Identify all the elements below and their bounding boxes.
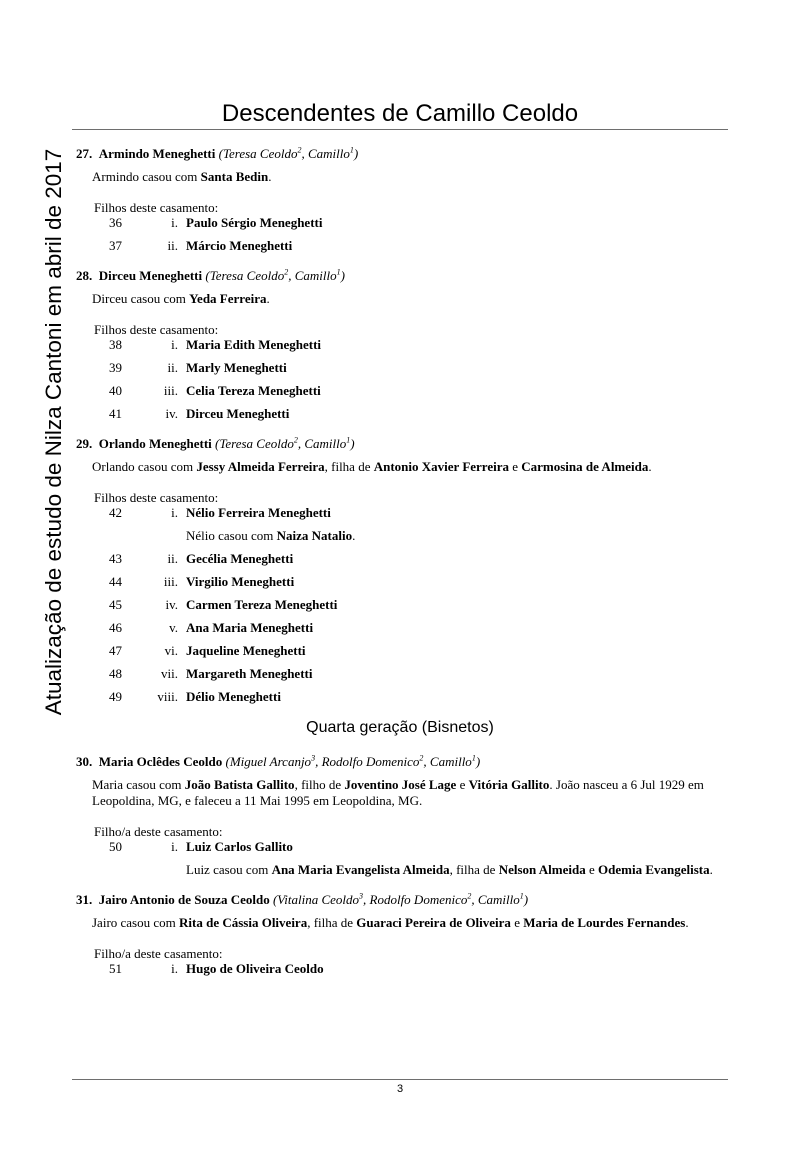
children-label-31: Filho/a deste casamento:	[94, 946, 223, 961]
child-note: Luiz casou com Ana Maria Evangelista Almeida, filha de Nelson Almeida e Odemia Evangelista.	[186, 862, 713, 877]
entry-marriage-30-line2: Leopoldina, MG, e faleceu a 11 Mai 1995 em Leopoldina, MG.	[92, 793, 423, 808]
entry-name: Maria Oclêdes Ceoldo	[98, 754, 223, 769]
header-rule	[72, 129, 728, 130]
entry-marriage-29: Orlando casou com Jessy Almeida Ferreira, filha de Antonio Xavier Ferreira e Carmosina de Almeida.	[92, 459, 652, 474]
entry-heading-27	[76, 146, 358, 162]
sidebar-vertical-text: Atualização de estudo de Nilza Cantoni em abril de 2017	[41, 148, 66, 716]
entry-number: 30.	[76, 754, 93, 769]
entry-name: Orlando Meneghetti	[98, 436, 212, 451]
entry-heading-29	[76, 436, 355, 452]
entry-heading-30	[76, 754, 480, 770]
children-label-29: Filhos deste casamento:	[94, 490, 219, 505]
entry-number: 28.	[76, 268, 93, 283]
entry-number: 27.	[76, 146, 93, 161]
entry-name: Jairo Antonio de Souza Ceoldo	[98, 892, 270, 907]
footer-rule	[72, 1079, 728, 1080]
entry-number: 29.	[76, 436, 93, 451]
page-title: Descendentes de Camillo Ceoldo	[221, 100, 579, 127]
entry-name: Armindo Meneghetti	[98, 146, 216, 161]
entry-lineage: (Miguel Arcanjo$^3$, Rodolfo Domenico$^2$, Camillo$^1$)	[225, 753, 481, 769]
children-label-30: Filho/a deste casamento:	[94, 824, 223, 839]
generation-heading: Quarta geração (Bisnetos)	[306, 719, 494, 736]
entry-heading-28	[76, 268, 345, 284]
entry-lineage: (Teresa Ceoldo$^2$, Camillo$^1$)	[205, 267, 345, 283]
child-note: Nélio casou com Naiza Natalio.	[186, 528, 356, 543]
page-number: 3	[396, 1083, 404, 1095]
entry-marriage-28: Dirceu casou com Yeda Ferreira.	[92, 291, 270, 306]
entry-lineage: (Teresa Ceoldo$^2$, Camillo$^1$)	[215, 435, 355, 451]
entry-number: 31.	[76, 892, 93, 907]
children-label-27: Filhos deste casamento:	[94, 200, 219, 215]
entry-name: Dirceu Meneghetti	[98, 268, 203, 283]
entry-marriage-31: Jairo casou com Rita de Cássia Oliveira, filha de Guaraci Pereira de Oliveira e Maria de Lourdes Fernandes.	[92, 915, 689, 930]
entry-lineage: (Vitalina Ceoldo$^3$, Rodolfo Domenico$^2$, Camillo$^1$)	[272, 891, 529, 907]
children-label-28: Filhos deste casamento:	[94, 322, 219, 337]
entry-marriage-27: Armindo casou com Santa Bedin.	[92, 169, 272, 184]
entry-marriage-30: Maria casou com João Batista Gallito, filho de Joventino José Lage e Vitória Gallito. João nasceu a 6 Jul 1929 em	[92, 777, 704, 792]
entry-lineage: (Teresa Ceoldo$^2$, Camillo$^1$)	[218, 145, 359, 161]
entry-heading-31	[76, 892, 528, 908]
